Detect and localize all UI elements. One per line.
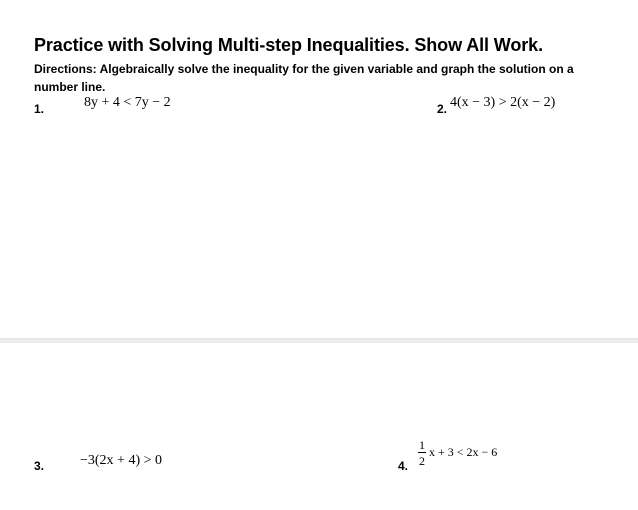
problem-4-number: 4. xyxy=(398,459,409,473)
section-divider xyxy=(0,338,638,343)
fraction-numerator: 1 xyxy=(419,438,425,452)
problem-1-number: 1. xyxy=(34,102,45,116)
problem-3-expression: −3(2x + 4) > 0 xyxy=(80,453,163,468)
fraction-bar xyxy=(418,452,426,453)
problem-2-number: 2. xyxy=(437,102,448,116)
problem-4-expression xyxy=(418,438,528,470)
worksheet-title: Practice with Solving Multi-step Inequalities. Show All Work. xyxy=(34,35,543,55)
problem-2-expression: 4(x − 3) > 2(x − 2) xyxy=(450,95,556,110)
fraction-denominator: 2 xyxy=(419,454,425,468)
problem-4-inequality: x + 3 < 2x − 6 xyxy=(429,445,498,459)
directions-text: Directions: Algebraically solve the inequality for the given variable and graph the solution on a number line. xyxy=(34,62,574,94)
problem-3-number: 3. xyxy=(34,459,45,473)
problem-1-expression: 8y + 4 < 7y − 2 xyxy=(84,95,171,110)
